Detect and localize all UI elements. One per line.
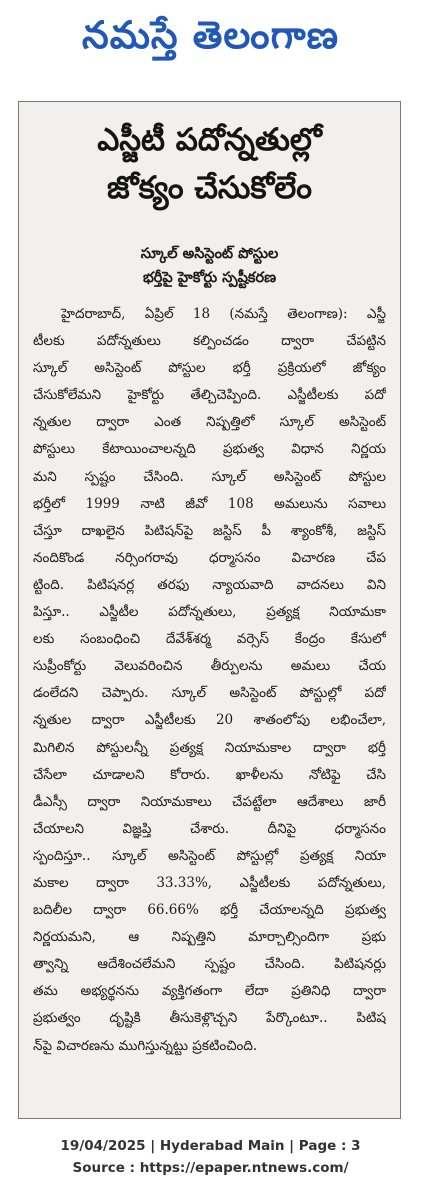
body-line: మని స్పష్టం చేసింది. స్కూల్ అసిస్టెంట్ పోస్టుల <box>33 468 386 485</box>
body-line: త్వాన్ని ఆదేశించలేమని స్పష్టం చేసింది. పిటిషనర్లు <box>33 956 386 973</box>
masthead <box>0 0 421 80</box>
masthead-logo: నమస్తే తెలంగాణ <box>82 13 339 57</box>
body-line: స్కూల్ అసిస్టెంట్ పోస్టుల భర్తీ ప్రక్రియలో జోక్యం <box>33 360 386 377</box>
body-line: న్నతుల ద్వారా ఎస్జీటీలకు 20 శాతంలోపు లభించేలా, <box>33 712 386 729</box>
body-line: డంలేదని చెప్పారు. స్కూల్ అసిస్టెంట్ పోస్టుల్లో పదో <box>33 685 386 702</box>
news-clipping <box>18 101 401 1119</box>
footer-date-edition: 19/04/2025 | Hyderabad Main | Page : 3 <box>60 1138 361 1154</box>
body-line: హైదరాబాద్, ఏప్రిల్ 18 (నమస్తే తెలంగాణ): ఎస్జీ <box>61 306 386 322</box>
body-line: భర్తీలో 1999 నాటి జీవో 108 అమలును సవాలు <box>33 495 386 512</box>
body-line: చేసుకోలేమని హైకోర్టు తేల్చిచెప్పింది. ఎస్జీటీలకు పదో <box>33 387 386 404</box>
article-headline <box>19 116 400 212</box>
body-line: టీలకు పదోన్నతులు కల్పించడం ద్వారా చేపట్టిన <box>33 333 386 350</box>
subheadline-line: భర్తీపై హైకోర్టు స్పష్టీకరణ <box>142 270 277 286</box>
footer-source: Source : https://epaper.ntnews.com/ <box>72 1160 349 1176</box>
body-line: తమ అభ్యర్థనను వ్యక్తిగతంగా లేదా ప్రతినిధి ద్వారా <box>33 983 386 1000</box>
body-line: చేయాలని విజ్ఞప్తి చేశారు. దీనిపై ధర్మాసనం <box>33 820 386 837</box>
body-line: పోస్టులు కేటాయించాలన్నది ప్రభుత్వ విధాన నిర్ణయ <box>33 441 386 458</box>
body-line: చేస్తూ దాఖలైన పిటిషన్‌పై జస్టిస్ పీ శ్యాంకోశీ, జస్టిస్ <box>33 522 386 539</box>
body-line: నందికొండ నర్సింగరావు ధర్మాసనం విచారణ చేప <box>33 549 386 566</box>
body-line: న్నతుల ద్వారా ఎంత నిష్పత్తిలో స్కూల్ అసిస్టెంట్ <box>33 414 386 431</box>
body-line: ట్టింది. పిటిషనర్ల తరఫు న్యాయవాది వాదనలు విని <box>33 576 386 593</box>
body-line: న్‌పై విచారణను ముగిస్తున్నట్టు ప్రకటించింది. <box>33 1037 258 1054</box>
body-line: మకాల ద్వారా 33.33%, ఎస్జీటీలకు పదోన్నతులు, <box>33 874 386 891</box>
article-subheadline <box>19 242 400 290</box>
body-line: బదిలీల ద్వారా 66.66% భర్తీ చేయాలన్నది ప్రభుత్వ <box>33 902 386 919</box>
body-line: లకు సంబంధించి దేవేశ్‌శర్మ వర్సెస్ కేంద్రం కేసులో <box>33 631 386 648</box>
headline-line: జోక్యం చేసుకోలేం <box>106 170 313 206</box>
body-line: సుప్రీంకోర్టు వెలువరించిన తీర్పులను అమలు చేయ <box>33 658 386 675</box>
body-line: చేసేలా చూడాలని కోరారు. ఖాళీలను నోటిఫై చేసి <box>33 766 386 783</box>
body-line: మిగిలిన పోస్టులన్నీ ప్రత్యక్ష నియామకాల ద్వారా భర్తీ <box>33 739 386 756</box>
body-line: నిర్ణయమని, ఆ నిష్పత్తిని మార్చాల్సిందిగా ప్రభు <box>33 929 386 946</box>
body-line: ప్రభుత్వం దృష్టికి తీసుకెళ్లొచ్చని పేర్కొంటూ.. పిటిష <box>33 1010 386 1027</box>
body-line: స్పందిస్తూ.. స్కూల్ అసిస్టెంట్ పోస్టుల్లో ప్రత్యక్ష నియా <box>33 847 386 864</box>
body-line: పిస్తూ.. ఎస్జీటీల పదోన్నతులు, ప్రత్యక్ష నియామకా <box>33 604 386 621</box>
headline-line: ఎస్జీటీ పదోన్నతుల్లో <box>97 122 322 158</box>
body-line: డీఎస్సీ ద్వారా నియామకాలు చేపట్టేలా ఆదేశాలు జారీ <box>33 793 386 810</box>
subheadline-line: స్కూల్ అసిస్టెంట్ పోస్టుల <box>140 246 279 262</box>
article-body <box>33 301 386 1060</box>
page-footer <box>0 1135 421 1179</box>
